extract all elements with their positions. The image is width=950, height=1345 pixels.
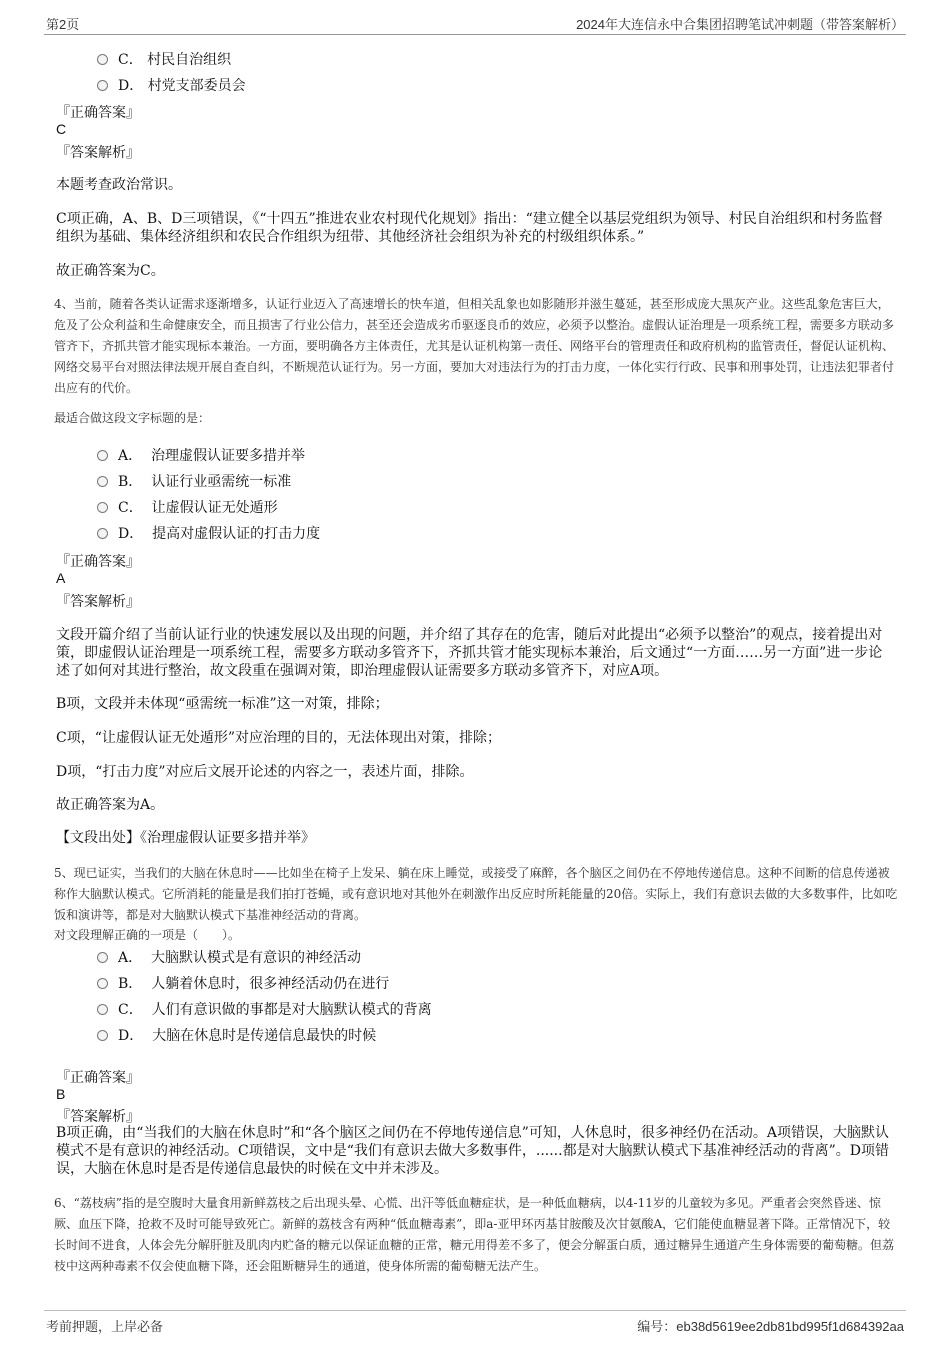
q5-option-c[interactable]: C． 人们有意识做的事都是对大脑默认模式的背离 xyxy=(97,999,432,1019)
radio-icon[interactable] xyxy=(97,502,108,513)
header-divider xyxy=(44,34,906,35)
q5-answer: B xyxy=(56,1086,66,1102)
q3-analysis-p2: C项正确，A、B、D三项错误，《“十四五”推进农业农村现代化规划》指出：“建立健全以基层党组织为领导、村民自治组织和村务监督组织为基础、集体经济组织和农民合作组织为纽带、其他经济社会组织为补充的村级组织体系。” xyxy=(56,211,883,245)
q4-analysis-label: 『答案解析』 xyxy=(56,594,140,610)
q4-option-d[interactable]: D． 提高对虚假认证的打击力度 xyxy=(97,523,320,543)
q4-analysis-p1: 文段开篇介绍了当前认证行业的快速发展以及出现的问题，并介绍了其存在的危害，随后对此提出“必须予以整治”的观点，接着提出对策，即虚假认证治理是一项系统工程，需要多方联动多管齐下，齐抓共管才能实现标本兼治，后文通过“一方面……另一方面”进一步论述了如何对其进行整治，故文段重在强调对策，即治理虚假认证需要多方联动多管齐下，对应A项。 xyxy=(56,627,883,679)
q3-analysis-label: 『答案解析』 xyxy=(56,145,140,161)
footer-divider xyxy=(44,1310,906,1311)
radio-icon[interactable] xyxy=(97,450,108,461)
radio-icon[interactable] xyxy=(97,1030,108,1041)
q5-option-d[interactable]: D． 大脑在休息时是传递信息最快的时候 xyxy=(97,1025,376,1045)
q3-option-d[interactable]: D． 村党支部委员会 xyxy=(97,75,246,95)
footer-slogan: 考前押题，上岸必备 xyxy=(46,1319,164,1334)
q3-answer: C xyxy=(56,121,67,137)
q4-option-c[interactable]: C． 让虚假认证无处遁形 xyxy=(97,497,278,517)
q5-analysis-label: 『答案解析』 xyxy=(56,1109,140,1125)
q3-answer-label: 『正确答案』 xyxy=(56,105,140,121)
q4-analysis-p2: B项，文段并未体现“亟需统一标准”这一对策，排除； xyxy=(56,696,389,712)
q5-answer-label: 『正确答案』 xyxy=(56,1070,140,1086)
q3-analysis-p1: 本题考查政治常识。 xyxy=(56,177,182,193)
radio-icon[interactable] xyxy=(97,476,108,487)
q5-option-b[interactable]: B． 人躺着休息时，很多神经活动仍在进行 xyxy=(97,973,389,993)
radio-icon[interactable] xyxy=(97,528,108,539)
q3-analysis-p3: 故正确答案为C。 xyxy=(56,263,165,279)
q4-answer: A xyxy=(56,570,66,586)
q4-stem: 4、当前，随着各类认证需求逐渐增多，认证行业迈入了高速增长的快车道，但相关乱象也如影随形并滋生蔓延，甚至形成庞大黑灰产业。这些乱象危害巨大，危及了公众利益和生命健康安全，而且损害了行业公信力，甚至还会造成劣币驱逐良币的效应，必须予以整治。虚假认证治理是一项系统工程，需要多方联动多管齐下，齐抓共管才能实现标本兼治。一方面，要明确各方主体责任，尤其是认证机构第一责任、网络平台的管理责任和政府机构的监管责任，督促认证机构、网络交易平台对照法律法规开展自查自纠，不断规范认证行为。另一方面，要加大对违法行为的打击力度，一体化实行行政、民事和刑事处罚，让违法犯罪者付出应有的代价。 xyxy=(54,297,895,395)
q4-answer-label: 『正确答案』 xyxy=(56,554,140,570)
q4-option-a[interactable]: A． 治理虚假认证要多措并举 xyxy=(97,445,305,465)
q4-source: 【文段出处】《治理虚假认证要多措并举》 xyxy=(56,830,315,846)
q5-analysis: B项正确，由“当我们的大脑在休息时”和“各个脑区之间仍在不停地传递信息”可知，人休息时，很多神经仍在活动。A项错误，大脑默认模式不是有意识的神经活动。C项错误，文中是“我们有意识去做大多数事件，......都是对大脑默认模式下基准神经活动的背离”。D项错误，大脑在休息时是否是传递信息最快的时候在文中并未涉及。 xyxy=(56,1125,890,1177)
q5-stem: 5、现已证实，当我们的大脑在休息时——比如坐在椅子上发呆、躺在床上睡觉，或接受了麻醉，各个脑区之间仍在不停地传递信息。这种不间断的信息传递被称作大脑默认模式。它所消耗的能量是我们拍打苍蝇，或有意识地对其他外在刺激作出反应时所耗能量的20倍。实际上，我们有意识去做的大多数事件，比如吃饭和演讲等，都是对大脑默认模式下基准神经活动的背离。 xyxy=(54,866,898,922)
document-id: 编号：eb38d5619ee2db81bd995f1d684392aa xyxy=(637,1319,904,1334)
page-number: 第2页 xyxy=(46,17,80,32)
radio-icon[interactable] xyxy=(97,54,108,65)
radio-icon[interactable] xyxy=(97,978,108,989)
q4-analysis-p4: D项，“打击力度”对应后文展开论述的内容之一，表述片面，排除。 xyxy=(56,764,474,780)
q5-prompt: 对文段理解正确的一项是（ ）。 xyxy=(54,928,241,942)
radio-icon[interactable] xyxy=(97,1004,108,1015)
q4-option-b[interactable]: B． 认证行业亟需统一标准 xyxy=(97,471,291,491)
q4-prompt: 最适合做这段文字标题的是： xyxy=(54,411,211,425)
q3-option-c[interactable]: C． 村民自治组织 xyxy=(97,49,231,69)
document-title: 2024年大连信永中合集团招聘笔试冲刺题（带答案解析） xyxy=(576,17,904,32)
radio-icon[interactable] xyxy=(97,952,108,963)
radio-icon[interactable] xyxy=(97,80,108,91)
q4-analysis-p3: C项，“让虚假认证无处遁形”对应治理的目的，无法体现出对策，排除； xyxy=(56,730,502,746)
q6-stem: 6、“荔枝病”指的是空腹时大量食用新鲜荔枝之后出现头晕、心慌、出汗等低血糖症状，是一种低血糖病，以4-11岁的儿童较为多见。严重者会突然昏迷、惊厥、血压下降，抢救不及时可能导致死亡。新鲜的荔枝含有两种“低血糖毒素”，即a-亚甲环丙基甘胺酸及次甘氨酸A，它们能使血糖显著下降。正常情况下，较长时间不进食，人体会先分解肝脏及肌肉内贮备的糖元以保证血糖的正常，糖元用得差不多了，便会分解蛋白质，通过糖异生通道产生身体需要的葡萄糖。但荔枝中这两种毒素不仅会使血糖下降，还会阻断糖异生的通道，使身体所需的葡萄糖无法产生。 xyxy=(54,1196,895,1273)
q5-option-a[interactable]: A． 大脑默认模式是有意识的神经活动 xyxy=(97,947,361,967)
q4-analysis-p5: 故正确答案为A。 xyxy=(56,797,165,813)
